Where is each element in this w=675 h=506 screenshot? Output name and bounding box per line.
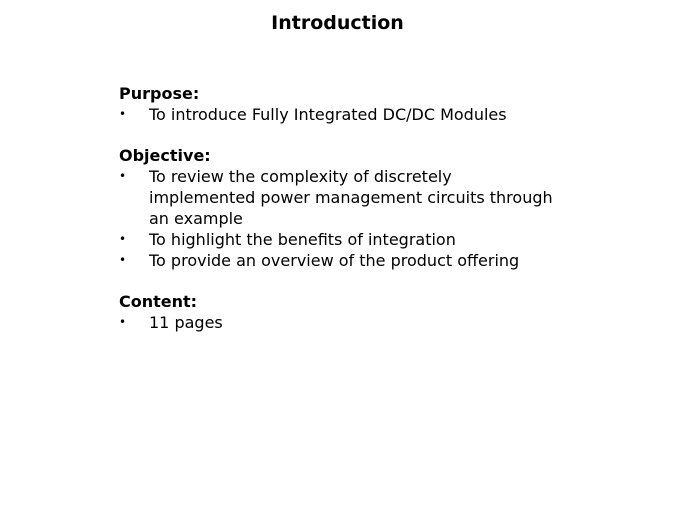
bullet-icon: • bbox=[119, 253, 127, 267]
slide-title: Introduction bbox=[271, 12, 404, 34]
content-list bbox=[119, 312, 619, 333]
purpose-item-text: To introduce Fully Integrated DC/DC Modules bbox=[149, 105, 507, 124]
bullet-icon: • bbox=[119, 169, 127, 183]
slide-body bbox=[119, 83, 619, 353]
content-section bbox=[119, 291, 619, 333]
bullet-icon: • bbox=[119, 107, 127, 121]
objective-list bbox=[119, 166, 619, 271]
list-item bbox=[119, 312, 619, 333]
content-item-text: 11 pages bbox=[149, 313, 223, 332]
objective-item-text: To provide an overview of the product offering bbox=[149, 251, 520, 270]
objective-heading: Objective: bbox=[119, 146, 211, 165]
bullet-icon: • bbox=[119, 232, 127, 246]
bullet-icon: • bbox=[119, 315, 127, 329]
list-item bbox=[119, 250, 619, 271]
objective-item-text: To review the complexity of discretely implemented power management circuits through an example bbox=[149, 167, 553, 228]
list-item bbox=[119, 229, 619, 250]
list-item bbox=[119, 166, 619, 229]
content-heading: Content: bbox=[119, 292, 198, 311]
purpose-heading: Purpose: bbox=[119, 84, 200, 103]
list-item bbox=[119, 104, 619, 125]
purpose-list bbox=[119, 104, 619, 125]
objective-item-text: To highlight the benefits of integration bbox=[149, 230, 456, 249]
purpose-section bbox=[119, 83, 619, 125]
objective-section bbox=[119, 145, 619, 271]
